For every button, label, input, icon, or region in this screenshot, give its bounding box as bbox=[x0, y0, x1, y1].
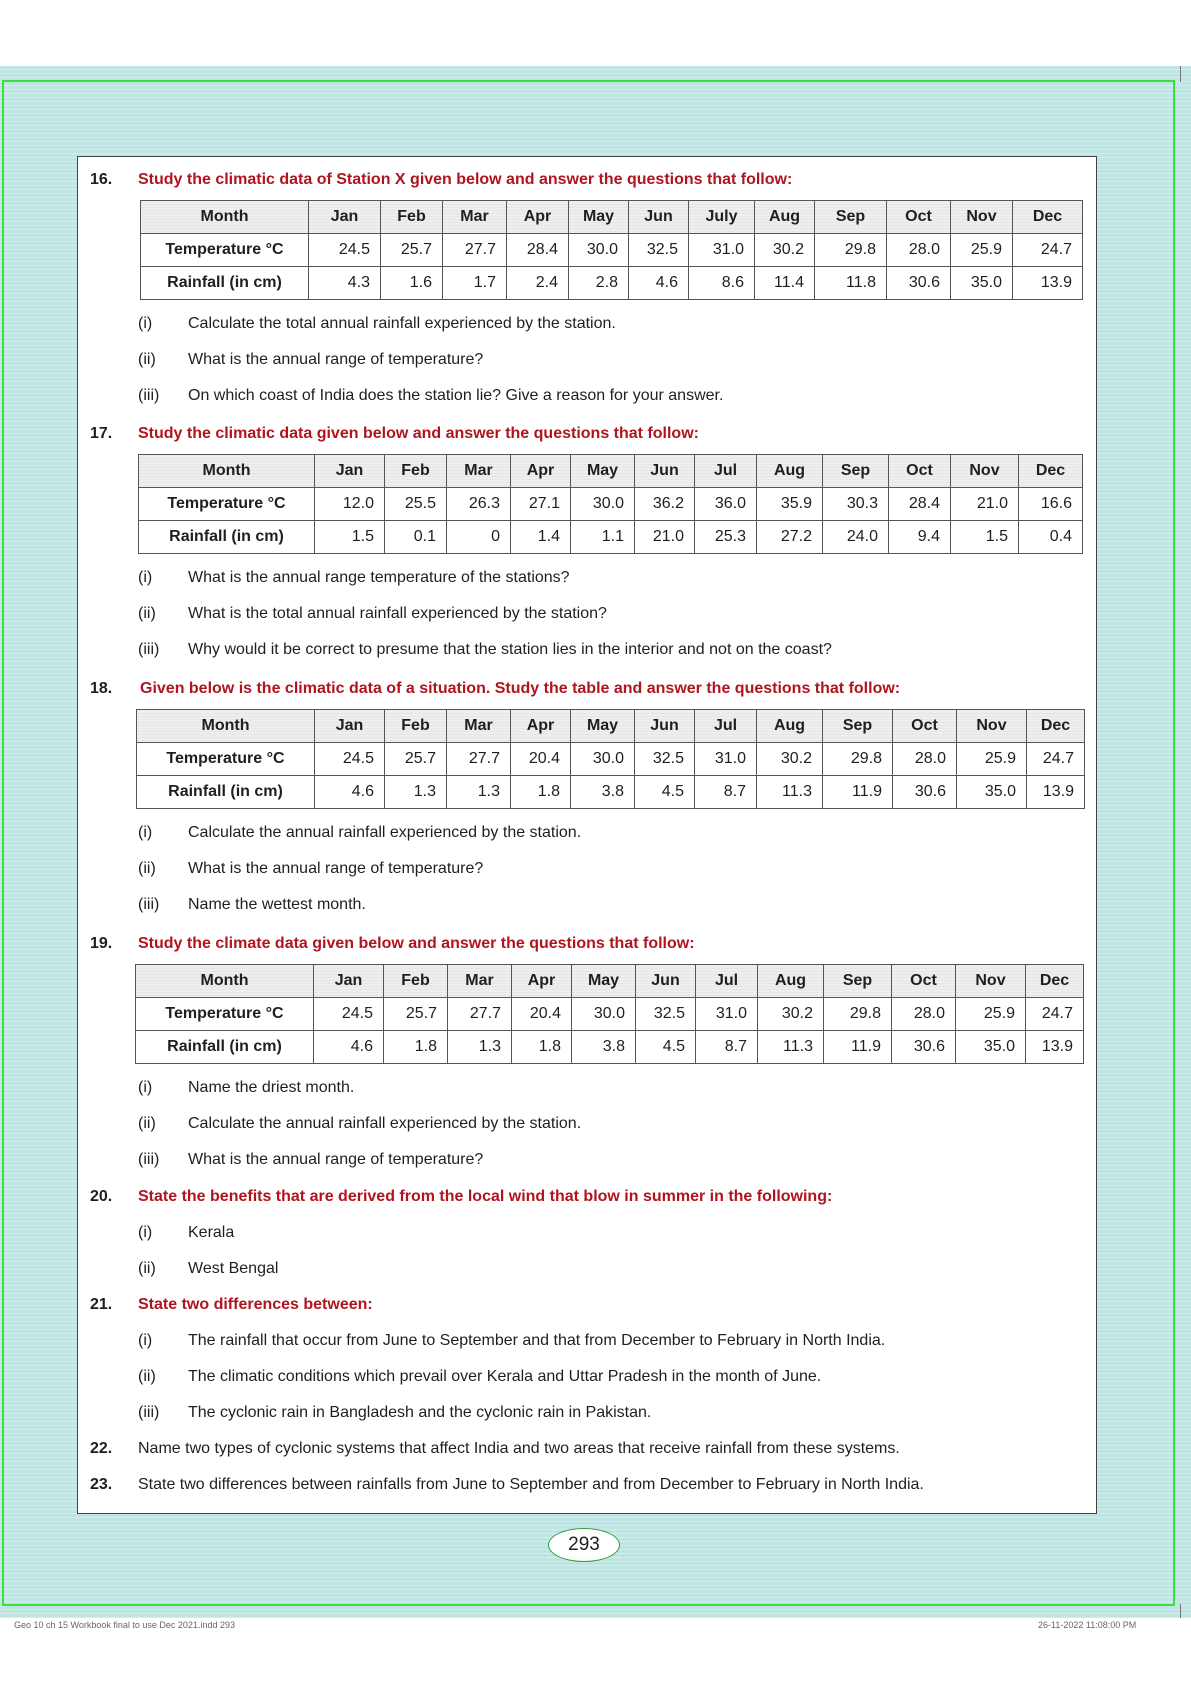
table-header-row bbox=[139, 455, 1083, 488]
table-header-cell: Jan bbox=[315, 455, 385, 488]
table-cell: 30.0 bbox=[569, 234, 629, 267]
table-header-cell: May bbox=[572, 965, 636, 998]
table-cell: 28.0 bbox=[887, 234, 951, 267]
table-cell: 24.5 bbox=[309, 234, 381, 267]
table-cell: 13.9 bbox=[1013, 267, 1083, 300]
temperature-row bbox=[141, 234, 1083, 267]
table-cell: 4.6 bbox=[629, 267, 689, 300]
question-text: State two differences between: bbox=[138, 1296, 373, 1313]
table-cell: 12.0 bbox=[315, 488, 385, 521]
sub-question-text: What is the annual range temperature of the stations? bbox=[188, 569, 570, 586]
table-cell: 8.6 bbox=[689, 267, 755, 300]
table-cell: 25.7 bbox=[384, 998, 448, 1031]
table-cell: 27.1 bbox=[511, 488, 571, 521]
table-header-cell: Dec bbox=[1013, 201, 1083, 234]
table-header-cell: Apr bbox=[512, 965, 572, 998]
table-cell: 28.4 bbox=[507, 234, 569, 267]
table-cell: 1.7 bbox=[443, 267, 507, 300]
sub-question-text: What is the total annual rainfall experienced by the station? bbox=[188, 605, 607, 622]
table-cell: 31.0 bbox=[689, 234, 755, 267]
footer-timestamp: 26-11-2022 11:08:00 PM bbox=[1038, 1620, 1137, 1630]
table-header-cell: Jun bbox=[635, 710, 695, 743]
question-text: State two differences between rainfalls from June to September and from December to February in North India. bbox=[138, 1476, 924, 1493]
table-row-label: Temperature °C bbox=[137, 743, 315, 776]
table-header-cell: Apr bbox=[511, 710, 571, 743]
table-cell: 21.0 bbox=[951, 488, 1019, 521]
table-cell: 1.3 bbox=[448, 1031, 512, 1064]
rainfall-row bbox=[141, 267, 1083, 300]
table-row-label: Rainfall (in cm) bbox=[139, 521, 315, 554]
question-number: 22. bbox=[90, 1440, 113, 1457]
sub-question-text: Name the wettest month. bbox=[188, 896, 366, 913]
sub-question-text: The climatic conditions which prevail over Kerala and Uttar Pradesh in the month of June. bbox=[188, 1368, 822, 1385]
table-header-cell: Jan bbox=[314, 965, 384, 998]
table-cell: 32.5 bbox=[635, 743, 695, 776]
table-header-cell: Dec bbox=[1026, 965, 1084, 998]
table-cell: 3.8 bbox=[572, 1031, 636, 1064]
table-cell: 26.3 bbox=[447, 488, 511, 521]
table-cell: 24.7 bbox=[1026, 998, 1084, 1031]
table-header-cell: Nov bbox=[956, 965, 1026, 998]
table-header-cell: Aug bbox=[757, 710, 823, 743]
question-number: 23. bbox=[90, 1476, 113, 1493]
sub-question-numeral: (iii) bbox=[138, 1151, 160, 1168]
sub-question-text: Why would it be correct to presume that the station lies in the interior and not on the coast? bbox=[188, 641, 832, 658]
table-cell: 24.5 bbox=[314, 998, 384, 1031]
table-header-month: Month bbox=[141, 201, 309, 234]
table-cell: 35.0 bbox=[956, 1031, 1026, 1064]
table-cell: 25.7 bbox=[385, 743, 447, 776]
climate-table bbox=[136, 709, 1085, 809]
table-cell: 24.7 bbox=[1013, 234, 1083, 267]
sub-question-numeral: (ii) bbox=[138, 860, 156, 877]
table-header-cell: Mar bbox=[447, 455, 511, 488]
table-cell: 25.5 bbox=[385, 488, 447, 521]
table-cell: 11.8 bbox=[815, 267, 887, 300]
table-header-cell: Jun bbox=[629, 201, 689, 234]
worksheet-page bbox=[77, 156, 1097, 1514]
table-cell: 25.9 bbox=[956, 998, 1026, 1031]
table-row-label: Rainfall (in cm) bbox=[141, 267, 309, 300]
sub-question-numeral: (ii) bbox=[138, 1115, 156, 1132]
sub-question-text: What is the annual range of temperature? bbox=[188, 860, 484, 877]
table-cell: 24.5 bbox=[315, 743, 385, 776]
table-cell: 29.8 bbox=[823, 743, 893, 776]
table-cell: 24.0 bbox=[823, 521, 889, 554]
sub-question-numeral: (iii) bbox=[138, 1404, 160, 1421]
rainfall-row bbox=[137, 776, 1085, 809]
sub-question-text: What is the annual range of temperature? bbox=[188, 1151, 484, 1168]
sub-question-numeral: (ii) bbox=[138, 351, 156, 368]
table-cell: 35.0 bbox=[957, 776, 1027, 809]
sub-question-numeral: (ii) bbox=[138, 1260, 156, 1277]
table-cell: 1.5 bbox=[315, 521, 385, 554]
table-header-cell: Feb bbox=[381, 201, 443, 234]
table-header-cell: Aug bbox=[757, 455, 823, 488]
table-header-cell: Nov bbox=[951, 201, 1013, 234]
table-cell: 16.6 bbox=[1019, 488, 1083, 521]
table-cell: 1.6 bbox=[381, 267, 443, 300]
sub-question-numeral: (ii) bbox=[138, 605, 156, 622]
rainfall-row bbox=[139, 521, 1083, 554]
table-header-cell: Sep bbox=[823, 455, 889, 488]
table-row-label: Temperature °C bbox=[139, 488, 315, 521]
table-cell: 31.0 bbox=[695, 743, 757, 776]
table-cell: 1.8 bbox=[384, 1031, 448, 1064]
table-header-cell: Apr bbox=[507, 201, 569, 234]
table-header-cell: Oct bbox=[893, 710, 957, 743]
table-cell: 31.0 bbox=[696, 998, 758, 1031]
table-cell: 3.8 bbox=[571, 776, 635, 809]
table-row-label: Rainfall (in cm) bbox=[137, 776, 315, 809]
table-header-row bbox=[137, 710, 1085, 743]
table-cell: 11.4 bbox=[755, 267, 815, 300]
table-header-cell: Dec bbox=[1019, 455, 1083, 488]
question-number: 19. bbox=[90, 935, 113, 952]
sub-question-numeral: (iii) bbox=[138, 896, 160, 913]
table-cell: 4.5 bbox=[635, 776, 695, 809]
table-cell: 27.2 bbox=[757, 521, 823, 554]
table-cell: 4.6 bbox=[315, 776, 385, 809]
table-cell: 28.0 bbox=[892, 998, 956, 1031]
table-cell: 30.2 bbox=[755, 234, 815, 267]
table-header-cell: Feb bbox=[385, 455, 447, 488]
climate-table bbox=[135, 964, 1084, 1064]
question-text: Given below is the climatic data of a situation. Study the table and answer the questions that follow: bbox=[140, 680, 901, 697]
table-cell: 1.8 bbox=[511, 776, 571, 809]
table-cell: 36.2 bbox=[635, 488, 695, 521]
table-cell: 25.7 bbox=[381, 234, 443, 267]
question-text: Name two types of cyclonic systems that affect India and two areas that receive rainfall from these systems. bbox=[138, 1440, 900, 1457]
sub-question-numeral: (iii) bbox=[138, 387, 160, 404]
table-header-row bbox=[136, 965, 1084, 998]
table-header-cell: Oct bbox=[887, 201, 951, 234]
table-header-cell: May bbox=[571, 710, 635, 743]
table-header-cell: Nov bbox=[951, 455, 1019, 488]
table-cell: 8.7 bbox=[695, 776, 757, 809]
question-text: Study the climate data given below and answer the questions that follow: bbox=[138, 935, 695, 952]
table-row-label: Temperature °C bbox=[141, 234, 309, 267]
table-cell: 13.9 bbox=[1027, 776, 1085, 809]
table-cell: 30.0 bbox=[571, 743, 635, 776]
table-header-cell: Oct bbox=[889, 455, 951, 488]
sub-question-numeral: (i) bbox=[138, 1079, 153, 1096]
sub-question-numeral: (i) bbox=[138, 569, 153, 586]
table-header-cell: July bbox=[689, 201, 755, 234]
table-cell: 13.9 bbox=[1026, 1031, 1084, 1064]
question-text: Study the climatic data of Station X given below and answer the questions that follow: bbox=[138, 171, 793, 188]
table-header-row bbox=[141, 201, 1083, 234]
table-cell: 4.6 bbox=[314, 1031, 384, 1064]
sub-question-numeral: (i) bbox=[138, 315, 153, 332]
table-header-cell: Mar bbox=[447, 710, 511, 743]
table-header-cell: Mar bbox=[443, 201, 507, 234]
table-cell: 11.9 bbox=[823, 776, 893, 809]
table-cell: 2.4 bbox=[507, 267, 569, 300]
table-cell: 25.3 bbox=[695, 521, 757, 554]
table-header-cell: Feb bbox=[384, 965, 448, 998]
table-cell: 30.2 bbox=[758, 998, 824, 1031]
table-cell: 1.4 bbox=[511, 521, 571, 554]
table-header-month: Month bbox=[136, 965, 314, 998]
table-header-cell: Aug bbox=[755, 201, 815, 234]
table-header-month: Month bbox=[139, 455, 315, 488]
page-number: 293 bbox=[548, 1528, 620, 1562]
table-cell: 0.4 bbox=[1019, 521, 1083, 554]
table-cell: 11.3 bbox=[758, 1031, 824, 1064]
question-text: Study the climatic data given below and answer the questions that follow: bbox=[138, 425, 699, 442]
table-cell: 35.0 bbox=[951, 267, 1013, 300]
table-cell: 30.3 bbox=[823, 488, 889, 521]
table-header-cell: May bbox=[571, 455, 635, 488]
table-cell: 1.5 bbox=[951, 521, 1019, 554]
table-cell: 1.3 bbox=[447, 776, 511, 809]
table-cell: 0 bbox=[447, 521, 511, 554]
table-header-month: Month bbox=[137, 710, 315, 743]
question-text: State the benefits that are derived from the local wind that blow in summer in the following: bbox=[138, 1188, 833, 1205]
table-header-cell: Sep bbox=[815, 201, 887, 234]
question-number: 21. bbox=[90, 1296, 113, 1313]
table-cell: 30.6 bbox=[893, 776, 957, 809]
rainfall-row bbox=[136, 1031, 1084, 1064]
table-header-cell: Jul bbox=[695, 710, 757, 743]
table-cell: 11.3 bbox=[757, 776, 823, 809]
table-header-cell: May bbox=[569, 201, 629, 234]
table-cell: 30.2 bbox=[757, 743, 823, 776]
sub-question-numeral: (i) bbox=[138, 1224, 153, 1241]
sub-question-text: Calculate the annual rainfall experienced by the station. bbox=[188, 824, 582, 841]
table-header-cell: Sep bbox=[823, 710, 893, 743]
question-number: 16. bbox=[90, 171, 113, 188]
table-cell: 28.0 bbox=[893, 743, 957, 776]
table-cell: 20.4 bbox=[511, 743, 571, 776]
table-header-cell: Jul bbox=[696, 965, 758, 998]
table-cell: 9.4 bbox=[889, 521, 951, 554]
crop-mark bbox=[1180, 1604, 1181, 1618]
table-header-cell: Nov bbox=[957, 710, 1027, 743]
table-cell: 29.8 bbox=[824, 998, 892, 1031]
table-header-cell: Mar bbox=[448, 965, 512, 998]
question-number: 20. bbox=[90, 1188, 113, 1205]
table-cell: 1.8 bbox=[512, 1031, 572, 1064]
sub-question-numeral: (ii) bbox=[138, 1368, 156, 1385]
table-cell: 36.0 bbox=[695, 488, 757, 521]
table-cell: 32.5 bbox=[629, 234, 689, 267]
temperature-row bbox=[139, 488, 1083, 521]
table-cell: 29.8 bbox=[815, 234, 887, 267]
table-cell: 8.7 bbox=[696, 1031, 758, 1064]
table-cell: 30.6 bbox=[887, 267, 951, 300]
table-cell: 1.3 bbox=[385, 776, 447, 809]
table-header-cell: Oct bbox=[892, 965, 956, 998]
question-number: 17. bbox=[90, 425, 113, 442]
table-cell: 30.0 bbox=[572, 998, 636, 1031]
table-header-cell: Dec bbox=[1027, 710, 1085, 743]
table-cell: 25.9 bbox=[951, 234, 1013, 267]
table-cell: 1.1 bbox=[571, 521, 635, 554]
sub-question-text: What is the annual range of temperature? bbox=[188, 351, 484, 368]
table-header-cell: Jan bbox=[309, 201, 381, 234]
crop-mark bbox=[1180, 66, 1181, 82]
table-header-cell: Sep bbox=[824, 965, 892, 998]
table-header-cell: Jan bbox=[315, 710, 385, 743]
table-cell: 28.4 bbox=[889, 488, 951, 521]
table-cell: 32.5 bbox=[636, 998, 696, 1031]
table-header-cell: Jul bbox=[695, 455, 757, 488]
table-cell: 27.7 bbox=[447, 743, 511, 776]
sub-question-numeral: (iii) bbox=[138, 641, 160, 658]
table-cell: 30.0 bbox=[571, 488, 635, 521]
climate-table bbox=[140, 200, 1083, 300]
sub-question-text: The cyclonic rain in Bangladesh and the cyclonic rain in Pakistan. bbox=[188, 1404, 652, 1421]
climate-table bbox=[138, 454, 1083, 554]
sub-question-text: Kerala bbox=[188, 1224, 235, 1241]
table-cell: 25.9 bbox=[957, 743, 1027, 776]
table-cell: 21.0 bbox=[635, 521, 695, 554]
table-header-cell: Feb bbox=[385, 710, 447, 743]
sub-question-text: West Bengal bbox=[188, 1260, 279, 1277]
table-row-label: Temperature °C bbox=[136, 998, 314, 1031]
table-cell: 27.7 bbox=[448, 998, 512, 1031]
sub-question-numeral: (i) bbox=[138, 1332, 153, 1349]
table-cell: 35.9 bbox=[757, 488, 823, 521]
table-header-cell: Apr bbox=[511, 455, 571, 488]
table-cell: 20.4 bbox=[512, 998, 572, 1031]
sub-question-text: On which coast of India does the station lie? Give a reason for your answer. bbox=[188, 387, 724, 404]
table-cell: 24.7 bbox=[1027, 743, 1085, 776]
sub-question-text: Calculate the annual rainfall experienced by the station. bbox=[188, 1115, 582, 1132]
temperature-row bbox=[136, 998, 1084, 1031]
sub-question-text: The rainfall that occur from June to September and that from December to February in North India. bbox=[188, 1332, 886, 1349]
table-row-label: Rainfall (in cm) bbox=[136, 1031, 314, 1064]
table-header-cell: Jun bbox=[635, 455, 695, 488]
sub-question-text: Calculate the total annual rainfall experienced by the station. bbox=[188, 315, 616, 332]
table-cell: 0.1 bbox=[385, 521, 447, 554]
temperature-row bbox=[137, 743, 1085, 776]
footer-file-info: Geo 10 ch 15 Workbook final to use Dec 2021.indd 293 bbox=[14, 1620, 235, 1630]
table-header-cell: Aug bbox=[758, 965, 824, 998]
table-header-cell: Jun bbox=[636, 965, 696, 998]
table-cell: 4.5 bbox=[636, 1031, 696, 1064]
table-cell: 27.7 bbox=[443, 234, 507, 267]
table-cell: 2.8 bbox=[569, 267, 629, 300]
table-cell: 30.6 bbox=[892, 1031, 956, 1064]
sub-question-numeral: (i) bbox=[138, 824, 153, 841]
table-cell: 4.3 bbox=[309, 267, 381, 300]
question-number: 18. bbox=[90, 680, 113, 697]
table-cell: 11.9 bbox=[824, 1031, 892, 1064]
sub-question-text: Name the driest month. bbox=[188, 1079, 355, 1096]
